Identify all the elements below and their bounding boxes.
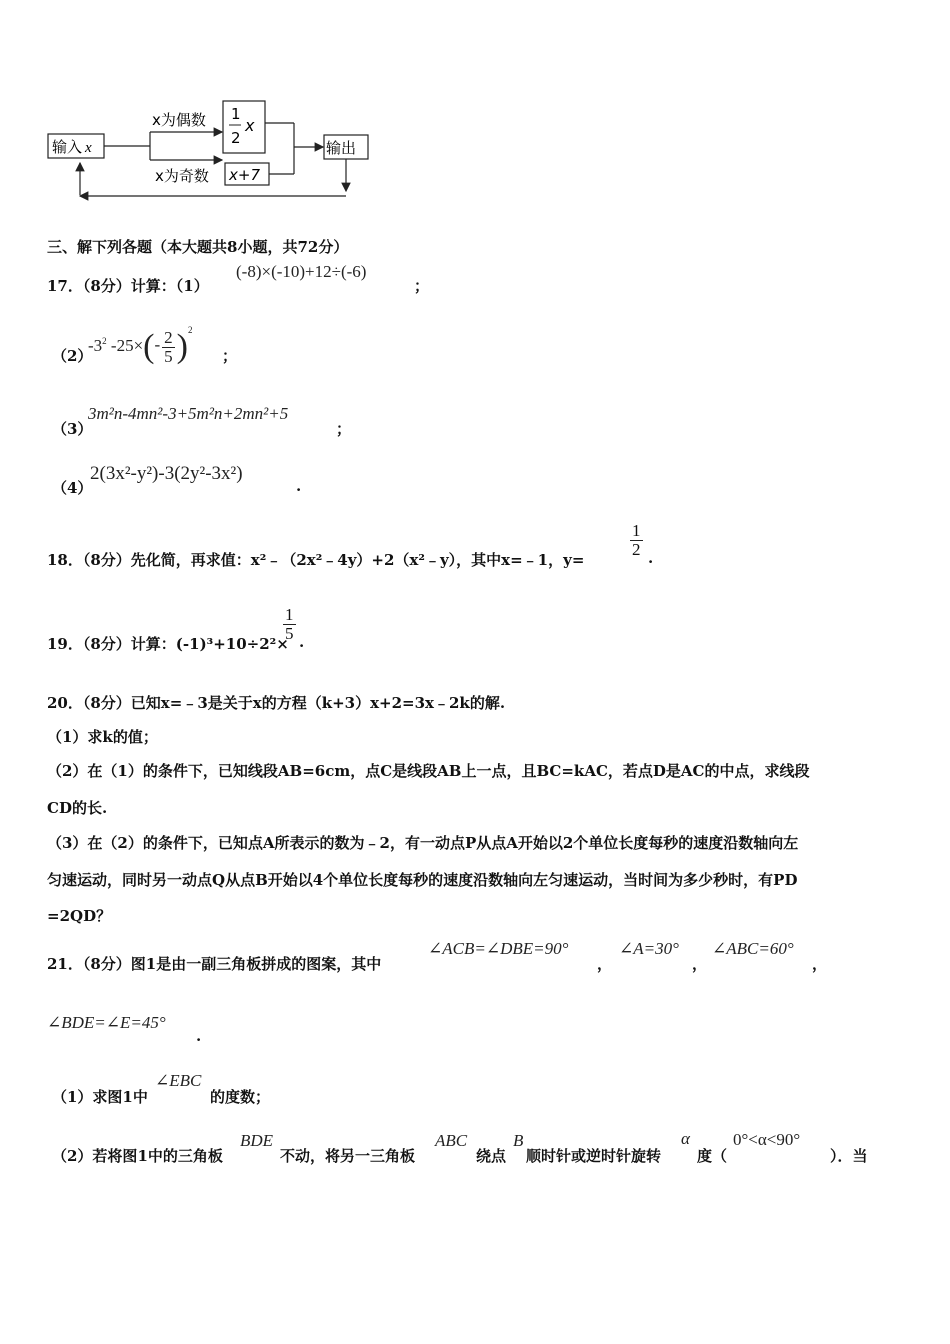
half-den: 2 [231,129,241,147]
half-box [223,101,265,153]
half-num: 1 [231,105,241,123]
q20-line6: 匀速运动，同时另一动点Q从点B开始以4个单位长度每秒的速度沿数轴向左匀速运动，当时间为多少秒时，有PD [47,871,798,889]
q21-p2-bde: BDE [240,1131,274,1150]
q21-p2-label: （2）若将图1中的三角板 [52,1147,223,1165]
q17-p2-label: （2） [52,347,93,365]
q21-p2-range: 0°<α<90° [733,1130,801,1149]
q21-p1-label: （1）求图1中 [52,1088,148,1106]
even-label: x为偶数 [152,111,206,129]
q21-comma1: ， [597,955,613,973]
q18-end: . [648,549,654,567]
q19-frac: $\frac{1}{5}$ [285,605,294,643]
q21-comma2: ， [692,955,708,973]
q21-period: . [196,1027,202,1045]
q17-p2-lparen: ( [143,328,155,365]
q19-text: 19．（8分）计算：(-1)³+10÷2²× [47,635,289,653]
flowchart [40,95,380,205]
q17-p3-end: ； [336,420,352,438]
q21-angle1: ∠ACB=∠DBE=90° [428,939,569,958]
q21-p1-end: 的度数； [210,1088,271,1106]
q20-line5: （3）在（2）的条件下，已知点A所表示的数为﹣2，有一动点P从点A开始以2个单位长度每秒的速度沿数轴向左 [47,834,799,852]
q19-end: . [299,633,305,651]
q17-p4-end: . [296,477,302,495]
section-title: 三、解下列各题（本大题共8小题，共72分） [47,238,349,256]
q17-p2-a: -3 [88,336,103,355]
q18-frac: $\frac{1}{2}$ [632,521,641,559]
half-var: x [245,116,255,135]
plus7-label: x+7 [229,166,260,184]
q17-p2-end: ； [222,347,238,365]
q21-p2-rot: 顺时针或逆时针旋转 [526,1147,662,1165]
q20-line3: （2）在（1）的条件下，已知线段AB=6cm，点C是线段AB上一点，且BC=kAC，若点D是AC的中点，求线段 [47,762,810,780]
q20-line1: 20．（8分）已知x=﹣3是关于x的方程（k+3）x+2=3x﹣2k的解. [47,694,506,712]
q17-p2-rparen: ) [176,328,188,365]
input-label: 输入 x [52,138,92,156]
q20-line7: =2QD？ [47,907,112,925]
q21-p1-angle: ∠EBC [155,1071,202,1090]
q17-p2-frac: $\frac{2}{5}$ [164,327,173,366]
q21-p2-b: B [513,1131,524,1150]
q20-line2: （1）求k的值； [47,728,158,746]
q17-p2-b: -25× [110,336,144,355]
q21-lead: 21．（8分）图1是由一副三角板拼成的图案，其中 [47,955,382,973]
q21-comma3: ， [812,955,828,973]
q17-p1-expr: (-8)×(-10)+12÷(-6) [236,262,367,281]
q21-angle2: ∠A=30° [619,939,679,958]
q21-p2-alpha: α [681,1129,690,1148]
q17-p3-label: （3） [52,420,93,438]
output-label: 输出 [326,139,357,157]
q21-p2-abc: ABC [435,1131,468,1150]
q20-line4: CD的长. [47,799,108,817]
q17-lead: 17．（8分）计算：（1） [47,277,209,295]
q21-angle4: ∠BDE=∠E=45° [47,1013,166,1032]
q21-p2-around: 绕点 [476,1147,507,1165]
q17-p4-expr: 2(3x²-y²)-3(2y²-3x²) [90,463,243,484]
q17-p2-exp: 2 [102,336,107,346]
flowchart-svg [40,95,380,205]
q21-angle3: ∠ABC=60° [712,939,794,958]
q17-p1-end: ； [414,277,430,295]
odd-label: x为奇数 [155,167,209,185]
q17-p4-label: （4） [52,479,93,497]
q18-text: 18．（8分）先化简，再求值：x²﹣（2x²﹣4y）+2（x²﹣y），其中x=﹣1，y= [47,551,585,569]
q21-p2-deg: 度（ [697,1147,728,1165]
q17-p3-expr: 3m²n-4mn²-3+5m²n+2mn²+5 [88,404,289,423]
q17-p2-expr: $-3^2$ -25×(- $\frac{2}{5}$ )$^2$ [88,325,193,366]
q21-p2-mid: 不动，将另一三角板 [280,1147,416,1165]
q21-p2-end: ）．当 [830,1147,868,1165]
